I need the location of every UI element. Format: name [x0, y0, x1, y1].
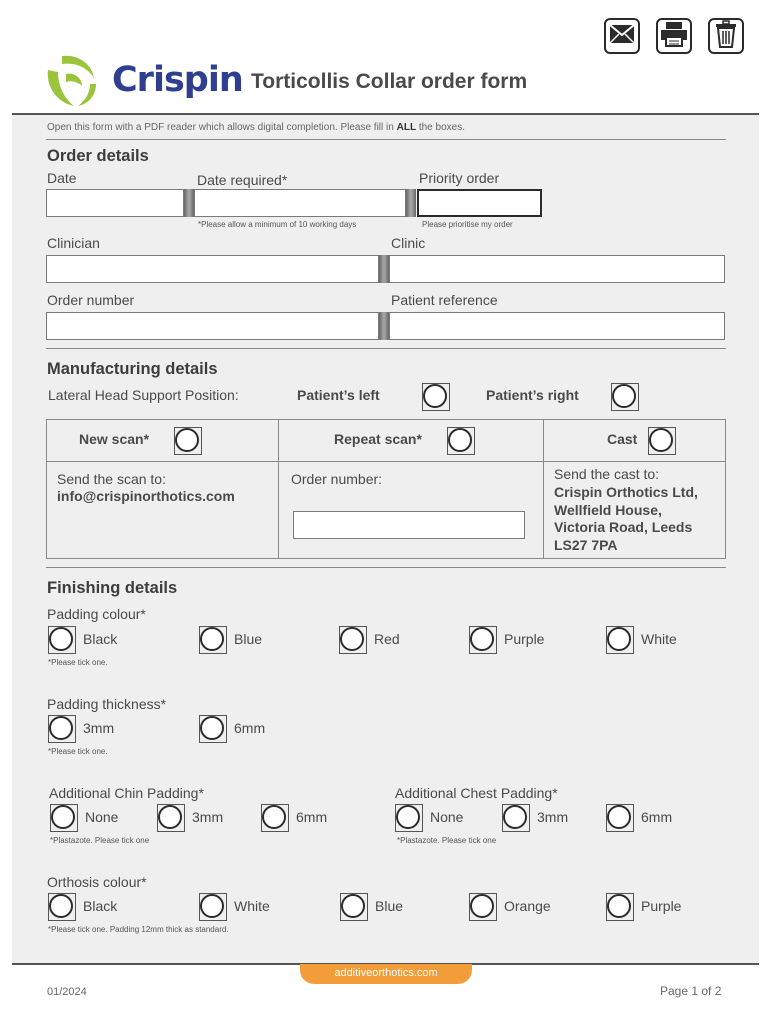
divider	[46, 348, 726, 349]
brand-name: Crispin	[112, 60, 243, 100]
lateral-label: Lateral Head Support Position:	[48, 387, 239, 403]
padding-colour-note: *Please tick one.	[48, 658, 108, 667]
orthosis-blue-label: Blue	[375, 898, 404, 914]
patients-left-label: Patient’s left	[297, 387, 380, 403]
padding-red-label: Red	[374, 631, 400, 647]
clinic-label: Clinic	[391, 235, 426, 251]
padding-blue-radio[interactable]	[199, 626, 227, 654]
date-label: Date	[47, 170, 77, 186]
chest-padding-note: *Plastazote. Please tick one	[397, 836, 497, 845]
patient-reference-field[interactable]	[389, 312, 725, 340]
intro-text: Open this form with a PDF reader which allows digital completion. Please fill in ALL the boxes.	[47, 122, 465, 133]
date-required-field[interactable]	[194, 189, 406, 217]
divider	[46, 461, 726, 462]
field-divider	[406, 189, 416, 217]
finishing-heading: Finishing details	[47, 579, 178, 597]
cast-address: Crispin Orthotics Ltd, Wellfield House, Victoria Road, Leeds LS27 7PA	[554, 484, 698, 553]
repeat-scan-label: Repeat scan*	[334, 431, 422, 447]
scan-email-link[interactable]: info@crispinorthotics.com	[57, 488, 235, 504]
order-number-label: Order number	[47, 292, 135, 308]
padding-black-label: Black	[83, 631, 118, 647]
orthosis-orange-label: Orange	[504, 898, 551, 914]
patients-left-radio[interactable]	[422, 383, 450, 411]
divider	[278, 419, 279, 559]
orthosis-colour-label: Orthosis colour*	[47, 874, 147, 890]
chin-none-label: None	[85, 809, 119, 825]
orthosis-purple-radio[interactable]	[606, 893, 634, 921]
new-scan-radio[interactable]	[174, 427, 202, 455]
chin-6mm-radio[interactable]	[261, 804, 289, 832]
date-required-note: *Please allow a minimum of 10 working days	[198, 220, 357, 229]
chin-padding-label: Additional Chin Padding*	[49, 785, 204, 801]
new-scan-label: New scan*	[79, 431, 150, 447]
patient-reference-label: Patient reference	[391, 292, 498, 308]
patients-right-radio[interactable]	[611, 383, 639, 411]
chest-3mm-radio[interactable]	[502, 804, 530, 832]
orthosis-white-label: White	[234, 898, 270, 914]
date-field[interactable]	[46, 189, 184, 217]
orthosis-blue-radio[interactable]	[340, 893, 368, 921]
thickness-6mm-label: 6mm	[234, 720, 266, 736]
chest-3mm-label: 3mm	[537, 809, 569, 825]
padding-purple-label: Purple	[504, 631, 545, 647]
scan-order-number-label: Order number:	[291, 471, 383, 487]
chest-6mm-radio[interactable]	[606, 804, 634, 832]
orthosis-white-radio[interactable]	[199, 893, 227, 921]
orthosis-black-radio[interactable]	[48, 893, 76, 921]
form-title: Torticollis Collar order form	[251, 70, 528, 93]
chin-padding-note: *Plastazote. Please tick one	[50, 836, 150, 845]
padding-red-radio[interactable]	[339, 626, 367, 654]
website-link[interactable]: additiveorthotics.com	[300, 964, 472, 984]
email-button[interactable]	[604, 18, 640, 54]
chest-none-radio[interactable]	[395, 804, 423, 832]
trash-icon	[714, 20, 738, 53]
clinician-field[interactable]	[46, 255, 379, 283]
padding-colour-label: Padding colour*	[47, 606, 146, 622]
chin-3mm-radio[interactable]	[157, 804, 185, 832]
orthosis-colour-note: *Please tick one. Padding 12mm thick as standard.	[48, 925, 229, 934]
padding-purple-radio[interactable]	[469, 626, 497, 654]
orthosis-orange-radio[interactable]	[469, 893, 497, 921]
padding-white-label: White	[641, 631, 677, 647]
priority-note: Please prioritise my order	[422, 220, 513, 229]
priority-order-checkbox[interactable]	[417, 189, 542, 217]
date-required-label: Date required*	[197, 172, 288, 188]
divider	[46, 567, 726, 568]
field-divider	[379, 312, 389, 340]
patients-right-label: Patient’s right	[486, 387, 579, 403]
chin-none-radio[interactable]	[50, 804, 78, 832]
divider	[46, 139, 726, 140]
send-cast-label: Send the cast to:	[554, 466, 660, 482]
page-number: Page 1 of 2	[660, 984, 722, 998]
priority-label: Priority order	[419, 170, 500, 186]
padding-thickness-label: Padding thickness*	[47, 696, 167, 712]
field-divider	[184, 189, 194, 217]
cast-label: Cast	[607, 431, 638, 447]
print-icon	[660, 21, 688, 52]
delete-button[interactable]	[708, 18, 744, 54]
padding-black-radio[interactable]	[48, 626, 76, 654]
version-text: 01/2024	[47, 986, 87, 998]
thickness-3mm-radio[interactable]	[48, 715, 76, 743]
cast-radio[interactable]	[648, 427, 676, 455]
orthosis-black-label: Black	[83, 898, 118, 914]
order-number-field[interactable]	[46, 312, 379, 340]
chest-padding-label: Additional Chest Padding*	[395, 785, 558, 801]
chest-none-label: None	[430, 809, 464, 825]
chin-6mm-label: 6mm	[296, 809, 328, 825]
logo-icon	[44, 54, 104, 113]
email-icon	[609, 23, 635, 50]
field-divider	[379, 255, 389, 283]
padding-thickness-note: *Please tick one.	[48, 747, 108, 756]
padding-blue-label: Blue	[234, 631, 263, 647]
thickness-6mm-radio[interactable]	[199, 715, 227, 743]
chest-6mm-label: 6mm	[641, 809, 673, 825]
scan-order-number-field[interactable]	[293, 511, 525, 539]
print-button[interactable]	[656, 18, 692, 54]
manufacturing-heading: Manufacturing details	[47, 360, 218, 378]
send-scan-label: Send the scan to:	[57, 471, 166, 487]
repeat-scan-radio[interactable]	[447, 427, 475, 455]
padding-white-radio[interactable]	[606, 626, 634, 654]
chin-3mm-label: 3mm	[192, 809, 224, 825]
divider	[543, 419, 544, 559]
order-details-heading: Order details	[47, 147, 149, 165]
clinician-label: Clinician	[47, 235, 100, 251]
clinic-field[interactable]	[389, 255, 725, 283]
orthosis-purple-label: Purple	[641, 898, 682, 914]
thickness-3mm-label: 3mm	[83, 720, 115, 736]
